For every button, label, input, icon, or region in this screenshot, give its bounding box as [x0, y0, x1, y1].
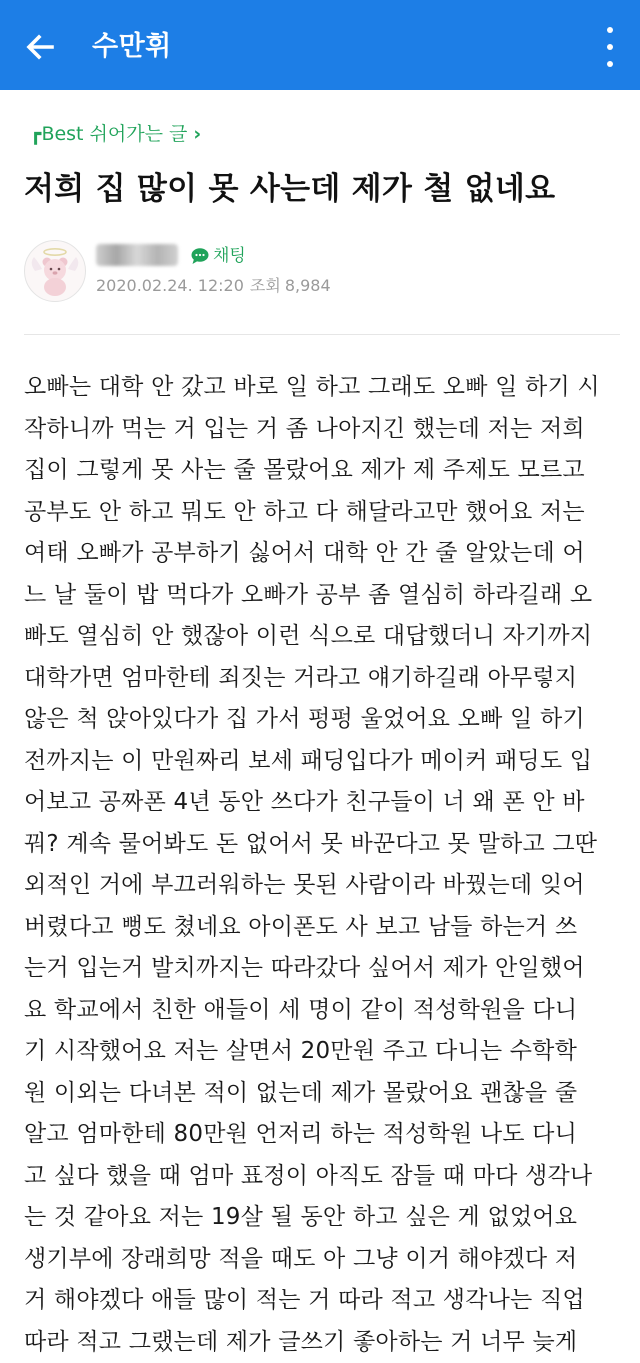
post-body-line: 생기부에 장래희망 적을 때도 아 그냥 이거 해야겠다 저	[24, 1239, 624, 1281]
author-avatar[interactable]	[24, 240, 86, 302]
more-vertical-icon	[607, 27, 613, 33]
post-body-line: 않은 척 앉아있다가 집 가서 펑펑 울었어요 오빠 일 하기	[24, 699, 624, 741]
more-dot	[607, 44, 613, 50]
chat-button[interactable]	[190, 243, 246, 269]
cafe-title: 수만휘	[92, 27, 172, 67]
post-body-line: 어보고 공짜폰 4년 동안 쓰다가 친구들이 너 왜 폰 안 바	[24, 782, 624, 824]
post-body-line: 오빠는 대학 안 갔고 바로 일 하고 그래도 오빠 일 하기 시	[24, 367, 624, 409]
post-body-line: 는거 입는거 발치까지는 따라갔다 싶어서 제가 안일했어	[24, 948, 624, 990]
post-body-line: 알고 엄마한테 80만원 언저리 하는 적성학원 나도 다니	[24, 1114, 624, 1156]
post-body-line: 대학가면 엄마한테 죄짓는 거라고 얘기하길래 아무렇지	[24, 658, 624, 700]
views-count: 8,984	[285, 276, 331, 295]
post-body-line: 빠도 열심히 안 했잖아 이런 식으로 대답했더니 자기까지	[24, 616, 624, 658]
author-name-blurred[interactable]	[96, 244, 178, 266]
views-label: 조회	[250, 276, 281, 295]
more-dot	[607, 61, 613, 67]
post-body-line: 외적인 거에 부끄러워하는 못된 사람이라 바꿨는데 잊어	[24, 865, 624, 907]
divider	[24, 334, 620, 335]
post-date: 2020.02.24. 12:20	[96, 276, 244, 295]
post-body-line: 고 싶다 했을 때 엄마 표정이 아직도 잠들 때 마다 생각나	[24, 1156, 624, 1198]
post-body-line: 원 이외는 다녀본 적이 없는데 제가 몰랐어요 괜찮을 줄	[24, 1073, 624, 1115]
post-body-line: 버렸다고 뻥도 쳤네요 아이폰도 사 보고 남들 하는거 쓰	[24, 907, 624, 949]
post-meta	[96, 274, 331, 298]
more-options-button[interactable]	[602, 27, 618, 67]
back-button[interactable]	[18, 25, 62, 69]
chat-bubble-icon	[190, 247, 210, 265]
post-body-line: 느 날 둘이 밥 먹다가 오빠가 공부 좀 열심히 하라길래 오	[24, 575, 624, 617]
post-body-line: 작하니까 먹는 거 입는 거 좀 나아지긴 했는데 저는 저희	[24, 409, 624, 451]
post-body-line: 요 학교에서 친한 애들이 세 명이 같이 적성학원을 다니	[24, 990, 624, 1032]
post-body-line: 전까지는 이 만원짜리 보세 패딩입다가 메이커 패딩도 입	[24, 741, 624, 783]
arrow-left-icon	[24, 31, 56, 63]
chevron-right-icon: ›	[193, 123, 201, 145]
post-body-line: 기 시작했어요 저는 살면서 20만원 주고 다니는 수학학	[24, 1031, 624, 1073]
category-label: ┏Best 쉬어가는 글	[30, 123, 187, 145]
post-body-line: 여태 오빠가 공부하기 싫어서 대학 안 간 줄 알았는데 어	[24, 533, 624, 575]
post-title: 저희 집 많이 못 사는데 제가 철 없네요	[24, 166, 624, 212]
post-body-line: 꿔? 계속 물어봐도 돈 없어서 못 바꾼다고 못 말하고 그딴	[24, 824, 624, 866]
chat-label: 채팅	[213, 243, 246, 269]
angel-bear-icon	[25, 241, 85, 301]
post-body-line: 따라 적고 그랬는데 제가 글쓰기 좋아하는 거 너무 늦게	[24, 1322, 624, 1363]
post-body	[24, 367, 624, 1363]
post-body-line: 거 해야겠다 애들 많이 적는 거 따라 적고 생각나는 직업	[24, 1280, 624, 1322]
app-bar	[0, 0, 640, 90]
post-body-line: 는 것 같아요 저는 19살 될 동안 하고 싶은 게 없었어요	[24, 1197, 624, 1239]
post-body-line: 집이 그렇게 못 사는 줄 몰랐어요 제가 제 주제도 모르고	[24, 450, 624, 492]
post-body-line: 공부도 안 하고 뭐도 안 하고 다 해달라고만 했어요 저는	[24, 492, 624, 534]
board-category-link[interactable]	[30, 120, 201, 148]
